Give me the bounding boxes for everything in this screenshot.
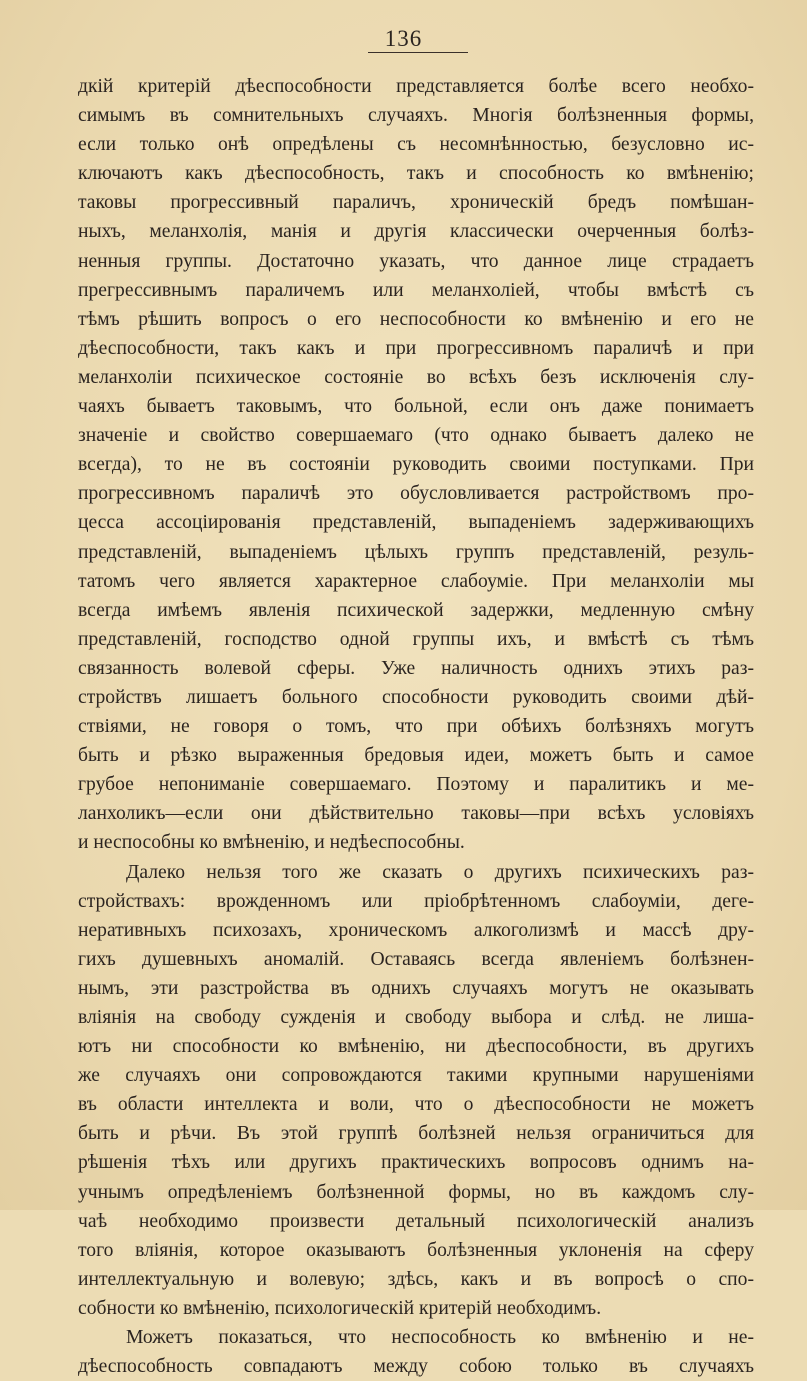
text-line: ланхоликъ—если они дѣйствительно таковы—при всѣхъ условіяхъ [78, 803, 754, 825]
text-line: грубое непониманіе совершаемаго. Поэтому и паралитикъ и ме- [78, 774, 754, 796]
text-line: въ области интеллекта и воли, что о дѣеспособности не можетъ [78, 1094, 754, 1116]
text-line: ненныя группы. Достаточно указать, что данное лице страдаетъ [78, 250, 754, 272]
text-line: ствіями, не говоря о томъ, что при обѣихъ болѣзняхъ могутъ [78, 716, 754, 738]
text-line: цесса ассоціированія представленій, выпаденіемъ задерживающихъ [78, 512, 754, 534]
text-line: чаѣ необходимо произвести детальный психологическій анализъ [78, 1210, 754, 1232]
text-line: учнымъ опредѣленіемъ болѣзненной формы, но въ каждомъ слу- [78, 1181, 754, 1203]
text-line: татомъ чего является характерное слабоуміе. При меланхоліи мы [78, 570, 754, 592]
text-line: интеллектуальную и волевую; здѣсь, какъ и въ вопросѣ о спо- [78, 1268, 754, 1290]
body-text [78, 72, 754, 1381]
text-line: тѣмъ рѣшить вопросъ о его неспособности ко вмѣненію и его не [78, 308, 754, 330]
text-line: таковы прогрессивный параличъ, хроническій бредъ помѣшан- [78, 192, 754, 214]
text-line: значеніе и свойство совершаемаго (что однако бываетъ далеко не [78, 425, 754, 447]
text-line: прогрессивномъ параличѣ это обусловливается растройствомъ про- [78, 483, 754, 505]
text-line: и неспособны ко вмѣненію, и недѣеспособны. [78, 832, 465, 854]
text-line: же случаяхъ они сопровождаются такими крупными нарушеніями [78, 1065, 754, 1087]
page-number: 136 [384, 26, 423, 51]
text-line: стройствахъ: врожденномъ или пріобрѣтенномъ слабоуміи, деге- [78, 890, 754, 912]
text-line: ютъ ни способности ко вмѣненію, ни дѣеспособности, въ другихъ [78, 1036, 754, 1058]
text-line: дѣеспособности, такъ какъ и при прогрессивномъ параличѣ и при [78, 337, 754, 359]
text-line: гихъ душевныхъ аномалій. Оставаясь всегда явленіемъ болѣзнен- [78, 948, 754, 970]
text-line: Можетъ показаться, что неспособность ко вмѣненію и не- [126, 1327, 754, 1349]
text-line: нымъ, эти разстройства въ однихъ случаяхъ могутъ не оказывать [78, 977, 754, 999]
text-line: прегрессивнымъ параличемъ или меланхоліей, чтобы вмѣстѣ съ [78, 279, 754, 301]
text-line: Далеко нельзя того же сказать о другихъ психическихъ раз- [126, 861, 754, 883]
text-line: если только онѣ опредѣлены съ несомнѣнностью, безусловно ис- [78, 134, 754, 156]
text-line: симымъ въ сомнительныхъ случаяхъ. Многія болѣзненныя формы, [78, 105, 754, 127]
text-line: неративныхъ психозахъ, хроническомъ алкоголизмѣ и массѣ дру- [78, 919, 754, 941]
text-line: рѣшенія тѣхъ или другихъ практическихъ вопросовъ однимъ на- [78, 1152, 754, 1174]
text-line: всегда), то не въ состояніи руководить своими поступками. При [78, 454, 754, 476]
text-line: стройствъ лишаетъ больного способности руководить своими дѣй- [78, 686, 754, 708]
text-line: ныхъ, меланхолія, манія и другія классически очерченныя болѣз- [78, 221, 754, 243]
text-line: всегда имѣемъ явленія психической задержки, медленную смѣну [78, 599, 754, 621]
text-line: дѣеспособность совпадаютъ между собою только въ случаяхъ [78, 1356, 754, 1378]
text-line: связанность волевой сферы. Уже наличность однихъ этихъ раз- [78, 657, 754, 679]
text-line: быть и рѣчи. Въ этой группѣ болѣзней нельзя ограничиться для [78, 1123, 754, 1145]
text-line: быть и рѣзко выраженныя бредовыя идеи, можетъ быть и самое [78, 745, 754, 767]
text-line: ключаютъ какъ дѣеспособность, такъ и способность ко вмѣненію; [78, 163, 754, 185]
text-line: представленій, выпаденіемъ цѣлыхъ группъ представленій, резуль- [78, 541, 754, 563]
text-line: представленій, господство одной группы ихъ, и вмѣстѣ съ тѣмъ [78, 628, 754, 650]
text-line: вліянія на свободу сужденія и свободу выбора и слѣд. не лиша- [78, 1007, 754, 1028]
text-line: дкій критерій дѣеспособности представляется болѣе всего необхо- [78, 76, 754, 97]
page-number-rule [368, 52, 468, 53]
text-line: чаяхъ бываетъ таковымъ, что больной, если онъ даже понимаетъ [78, 396, 754, 418]
text-line: того вліянія, которое оказываютъ болѣзненныя уклоненія на сферу [78, 1239, 754, 1261]
text-line: собности ко вмѣненію, психологическій критерій необходимъ. [78, 1297, 602, 1319]
text-line: меланхоліи психическое состояніе во всѣхъ безъ исключенія слу- [78, 366, 754, 388]
